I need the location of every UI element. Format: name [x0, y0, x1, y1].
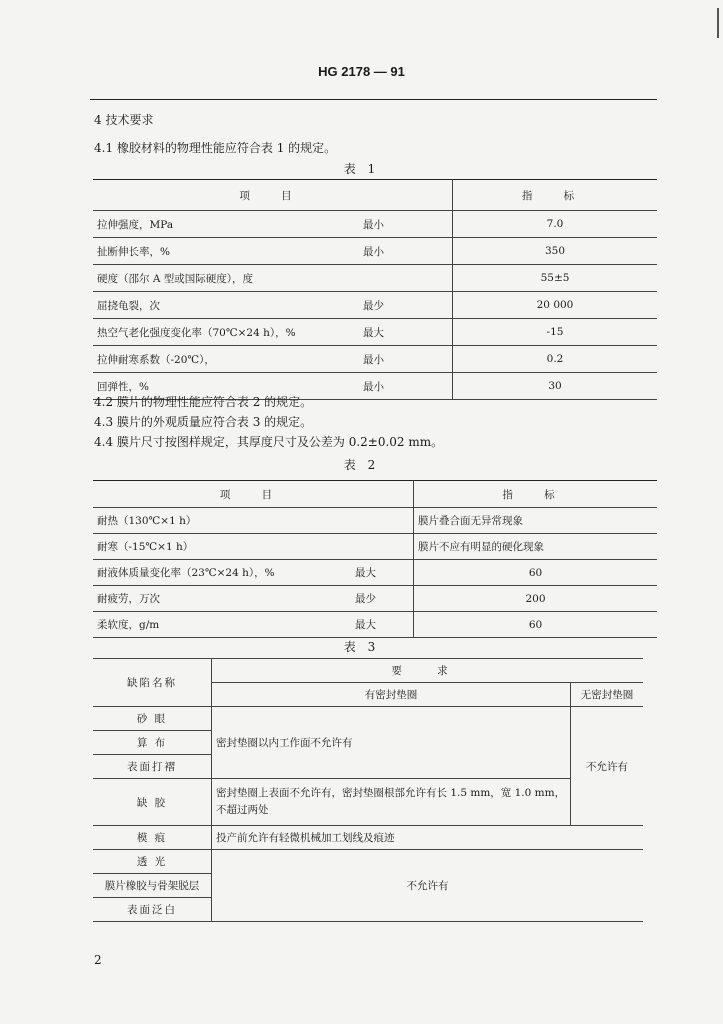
table-row: [93, 211, 657, 238]
table3-req-mold: 投产前允许有轻微机械加工划线及痕迹: [212, 826, 644, 850]
table2-item-limit: 最大: [351, 612, 414, 638]
table3-defect: 缺 胶: [93, 779, 212, 826]
table1-item-limit: 最小: [359, 238, 453, 265]
table1-item-limit: [359, 265, 453, 292]
table-row: [93, 346, 657, 373]
table1-item-limit: 最大: [359, 319, 453, 346]
table1-item-name: 回弹性，%: [93, 373, 359, 400]
clause-4-1: 4.1 橡胶材料的物理性能应符合表 1 的规定。: [94, 141, 337, 155]
header-rule: [90, 99, 657, 100]
table2-item-value: 60: [414, 612, 658, 638]
table-row: [93, 586, 657, 612]
table-row: [93, 534, 657, 560]
table3-header-unsealed: 无密封垫圈: [571, 683, 644, 707]
clause-4-4: 4.4 膜片尺寸按图样规定，其厚度尺寸及公差为 0.2±0.02 mm。: [94, 435, 444, 449]
clause-4-3: 4.3 膜片的外观质量应符合表 3 的规定。: [94, 415, 313, 429]
page-number: 2: [94, 953, 102, 967]
table-3: [93, 658, 643, 922]
table1-item-limit: 最小: [359, 373, 453, 400]
table2-item-value: 200: [414, 586, 658, 612]
table1-item-value: -15: [453, 319, 658, 346]
table2-item-name: 柔软度，g/m: [93, 612, 351, 638]
table2-item-name: 耐疲劳，万次: [93, 586, 351, 612]
table2-item-limit: [351, 534, 414, 560]
table3-req-unsealed-1: 不允许有: [571, 707, 644, 826]
table3-defect: 透 光: [93, 850, 212, 874]
table3-defect: 膜片橡胶与骨架脱层: [93, 874, 212, 898]
table1-item-value: 20 000: [453, 292, 658, 319]
table1-header-item: 项 目: [93, 180, 453, 211]
table3-header-requirement: 要 求: [212, 659, 644, 683]
table2-header-value: 指 标: [414, 481, 658, 508]
table-row: [93, 560, 657, 586]
table1-header-value: 指 标: [453, 180, 658, 211]
standard-code: HG 2178 — 91: [318, 64, 405, 79]
clause-4-2: 4.2 膜片的物理性能应符合表 2 的规定。: [94, 395, 313, 409]
table1-item-name: 拉伸耐寒系数（-20℃），: [93, 346, 359, 373]
table2-item-value: 60: [414, 560, 658, 586]
table1-item-value: 7.0: [453, 211, 658, 238]
table-row: [93, 850, 643, 874]
table1-item-name: 热空气老化强度变化率（70℃×24 h），%: [93, 319, 359, 346]
table2-item-value: 膜片不应有明显的硬化现象: [414, 534, 658, 560]
table3-req-sealed-2: 密封垫圈上表面不允许有，密封垫圈根部允许有长 1.5 mm，宽 1.0 mm，不超过两处: [212, 779, 571, 826]
table2-header-row: [93, 481, 657, 508]
table3-defect: 表面打褶: [93, 755, 212, 779]
scan-edge-mark: [709, 8, 719, 38]
table-row: [93, 826, 643, 850]
table-2: [93, 480, 657, 638]
table3-req-rest: 不允许有: [212, 850, 644, 922]
table3-defect: 算 布: [93, 731, 212, 755]
table-row: [93, 707, 643, 731]
table3-req-sealed-1: 密封垫圈以内工作面不允许有: [212, 707, 571, 779]
table1-item-limit: 最少: [359, 292, 453, 319]
table1-item-value: 350: [453, 238, 658, 265]
table-row: [93, 238, 657, 265]
table2-item-limit: [351, 508, 414, 534]
table-row: [93, 612, 657, 638]
table-1: [93, 179, 657, 400]
table3-header-sealed: 有密封垫圈: [212, 683, 571, 707]
table1-item-value: 30: [453, 373, 658, 400]
table2-caption: 表 2: [343, 458, 380, 472]
table3-header-defect: 缺陷名称: [93, 659, 212, 707]
table2-item-limit: 最少: [351, 586, 414, 612]
table2-item-name: 耐热（130℃×1 h）: [93, 508, 351, 534]
table-row: [93, 265, 657, 292]
table3-caption: 表 3: [343, 640, 380, 654]
table1-header-row: [93, 180, 657, 211]
table3-header-row: [93, 659, 643, 683]
table1-item-value: 0.2: [453, 346, 658, 373]
table-row: [93, 508, 657, 534]
table1-item-name: 硬度（邵尔 A 型或国际硬度），度: [93, 265, 359, 292]
table1-item-limit: 最小: [359, 346, 453, 373]
table-row: [93, 292, 657, 319]
table3-defect: 模 痕: [93, 826, 212, 850]
table3-defect: 表面泛白: [93, 898, 212, 922]
table3-defect: 砂 眼: [93, 707, 212, 731]
table2-item-value: 膜片叠合面无异常现象: [414, 508, 658, 534]
table2-header-item: 项 目: [93, 481, 414, 508]
table1-item-name: 扯断伸长率，%: [93, 238, 359, 265]
table2-item-limit: 最大: [351, 560, 414, 586]
table-row: [93, 319, 657, 346]
table1-item-limit: 最小: [359, 211, 453, 238]
table2-item-name: 耐液体质量变化率（23℃×24 h），%: [93, 560, 351, 586]
table2-item-name: 耐寒（-15℃×1 h）: [93, 534, 351, 560]
section-title: 4 技术要求: [94, 113, 154, 127]
table-row: [93, 779, 643, 826]
table1-item-name: 屈挠龟裂，次: [93, 292, 359, 319]
table1-item-name: 拉伸强度，MPa: [93, 211, 359, 238]
table1-caption: 表 1: [343, 162, 380, 176]
table1-item-value: 55±5: [453, 265, 658, 292]
